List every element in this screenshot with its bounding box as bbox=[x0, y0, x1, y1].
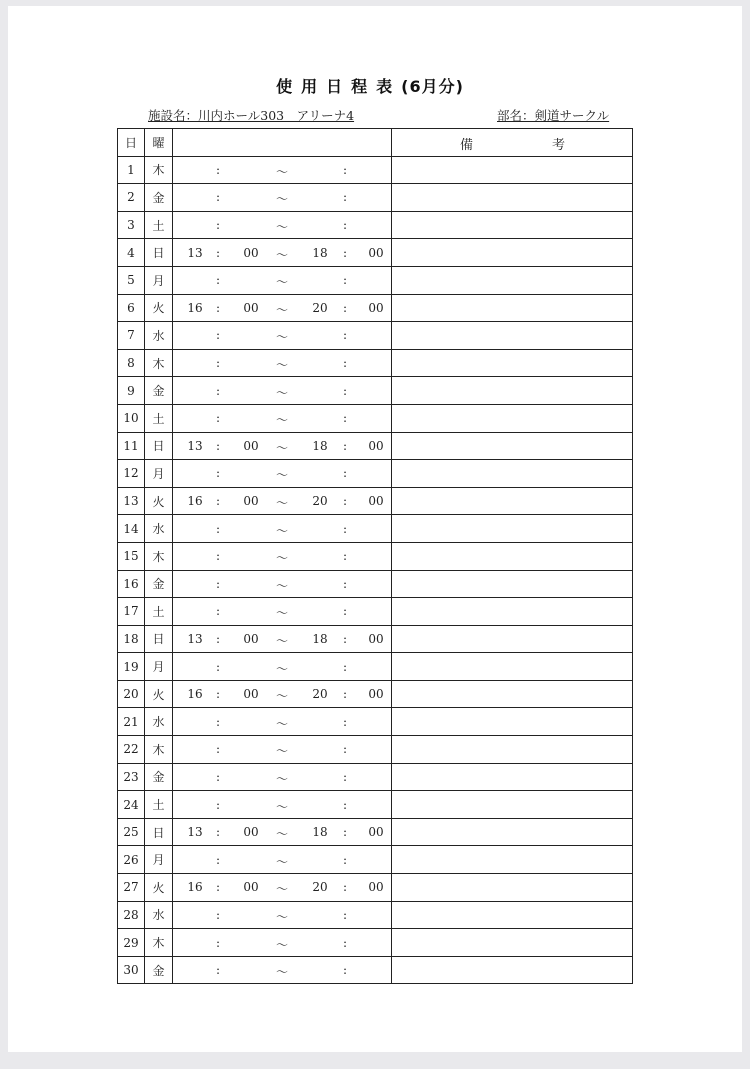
end-colon: : bbox=[343, 659, 348, 674]
day-number: 16 bbox=[118, 570, 145, 598]
end-minute: 00 bbox=[368, 438, 384, 453]
start-hour: 16 bbox=[187, 880, 203, 895]
weekday: 月 bbox=[145, 460, 173, 488]
weekday: 金 bbox=[145, 377, 173, 405]
weekday: 土 bbox=[145, 211, 173, 239]
table-row bbox=[118, 211, 633, 239]
notes-cell bbox=[392, 349, 633, 377]
end-colon: : bbox=[343, 880, 348, 895]
start-colon: : bbox=[216, 576, 221, 591]
start-hour: 13 bbox=[187, 825, 203, 840]
start-minute: 00 bbox=[243, 438, 259, 453]
table-row bbox=[118, 598, 633, 626]
header-notes-char-1: 備 bbox=[460, 138, 474, 154]
time-cell bbox=[173, 929, 392, 957]
end-colon: : bbox=[343, 963, 348, 978]
start-colon: : bbox=[216, 852, 221, 867]
notes-cell bbox=[392, 211, 633, 239]
day-number: 4 bbox=[118, 239, 145, 267]
end-colon: : bbox=[343, 907, 348, 922]
time-cell bbox=[173, 818, 392, 846]
end-colon: : bbox=[343, 714, 348, 729]
end-colon: : bbox=[343, 687, 348, 702]
notes-cell bbox=[392, 846, 633, 874]
table-row bbox=[118, 156, 633, 184]
weekday: 日 bbox=[145, 818, 173, 846]
day-number: 2 bbox=[118, 184, 145, 212]
table-row bbox=[118, 460, 633, 488]
end-minute: 00 bbox=[368, 825, 384, 840]
range-tilde: 〜 bbox=[276, 689, 289, 704]
end-hour: 20 bbox=[312, 494, 328, 509]
time-cell bbox=[173, 570, 392, 598]
day-number: 12 bbox=[118, 460, 145, 488]
time-cell bbox=[173, 349, 392, 377]
start-colon: : bbox=[216, 383, 221, 398]
start-colon: : bbox=[216, 356, 221, 371]
start-hour: 13 bbox=[187, 245, 203, 260]
time-cell bbox=[173, 239, 392, 267]
day-number: 29 bbox=[118, 929, 145, 957]
range-tilde: 〜 bbox=[276, 358, 289, 373]
start-colon: : bbox=[216, 300, 221, 315]
table-row bbox=[118, 432, 633, 460]
weekday: 火 bbox=[145, 874, 173, 902]
end-colon: : bbox=[343, 300, 348, 315]
weekday: 金 bbox=[145, 956, 173, 984]
start-minute: 00 bbox=[243, 494, 259, 509]
start-minute: 00 bbox=[243, 880, 259, 895]
time-cell bbox=[173, 901, 392, 929]
range-tilde: 〜 bbox=[276, 440, 289, 455]
notes-cell bbox=[392, 653, 633, 681]
range-tilde: 〜 bbox=[276, 854, 289, 869]
range-tilde: 〜 bbox=[276, 247, 289, 262]
table-row bbox=[118, 542, 633, 570]
end-minute: 00 bbox=[368, 300, 384, 315]
start-minute: 00 bbox=[243, 300, 259, 315]
end-colon: : bbox=[343, 190, 348, 205]
time-cell bbox=[173, 763, 392, 791]
table-row bbox=[118, 487, 633, 515]
day-number: 30 bbox=[118, 956, 145, 984]
day-number: 15 bbox=[118, 542, 145, 570]
table-row bbox=[118, 846, 633, 874]
start-hour: 16 bbox=[187, 300, 203, 315]
end-minute: 00 bbox=[368, 245, 384, 260]
start-colon: : bbox=[216, 549, 221, 564]
notes-cell bbox=[392, 239, 633, 267]
end-colon: : bbox=[343, 494, 348, 509]
weekday: 木 bbox=[145, 156, 173, 184]
start-colon: : bbox=[216, 714, 221, 729]
start-colon: : bbox=[216, 880, 221, 895]
notes-cell bbox=[392, 542, 633, 570]
schedule-table bbox=[117, 128, 633, 984]
time-cell bbox=[173, 736, 392, 764]
day-number: 25 bbox=[118, 818, 145, 846]
time-cell bbox=[173, 680, 392, 708]
notes-cell bbox=[392, 625, 633, 653]
table-row bbox=[118, 874, 633, 902]
time-cell bbox=[173, 625, 392, 653]
day-number: 18 bbox=[118, 625, 145, 653]
weekday: 日 bbox=[145, 432, 173, 460]
notes-cell bbox=[392, 708, 633, 736]
weekday: 木 bbox=[145, 929, 173, 957]
weekday: 木 bbox=[145, 542, 173, 570]
start-minute: 00 bbox=[243, 245, 259, 260]
start-colon: : bbox=[216, 604, 221, 619]
notes-cell bbox=[392, 266, 633, 294]
notes-cell bbox=[392, 322, 633, 350]
start-colon: : bbox=[216, 273, 221, 288]
weekday: 火 bbox=[145, 294, 173, 322]
notes-cell bbox=[392, 184, 633, 212]
notes-cell bbox=[392, 874, 633, 902]
day-number: 26 bbox=[118, 846, 145, 874]
time-cell bbox=[173, 404, 392, 432]
time-cell bbox=[173, 653, 392, 681]
table-row bbox=[118, 515, 633, 543]
start-colon: : bbox=[216, 825, 221, 840]
facility-name: 施設名：川内ホール303 アリーナ4 bbox=[148, 108, 355, 123]
day-number: 10 bbox=[118, 404, 145, 432]
header-day: 日 bbox=[118, 129, 145, 157]
start-colon: : bbox=[216, 687, 221, 702]
table-row bbox=[118, 377, 633, 405]
header-time bbox=[173, 129, 392, 157]
start-colon: : bbox=[216, 631, 221, 646]
weekday: 火 bbox=[145, 487, 173, 515]
time-cell bbox=[173, 322, 392, 350]
weekday: 金 bbox=[145, 184, 173, 212]
notes-cell bbox=[392, 929, 633, 957]
day-number: 1 bbox=[118, 156, 145, 184]
end-colon: : bbox=[343, 769, 348, 784]
range-tilde: 〜 bbox=[276, 164, 289, 179]
table-row bbox=[118, 349, 633, 377]
notes-cell bbox=[392, 294, 633, 322]
end-hour: 18 bbox=[312, 631, 328, 646]
day-number: 28 bbox=[118, 901, 145, 929]
time-cell bbox=[173, 487, 392, 515]
day-number: 27 bbox=[118, 874, 145, 902]
start-colon: : bbox=[216, 521, 221, 536]
range-tilde: 〜 bbox=[276, 633, 289, 648]
notes-cell bbox=[392, 156, 633, 184]
notes-cell bbox=[392, 432, 633, 460]
notes-cell bbox=[392, 598, 633, 626]
range-tilde: 〜 bbox=[276, 192, 289, 207]
table-row bbox=[118, 680, 633, 708]
range-tilde: 〜 bbox=[276, 661, 289, 676]
time-cell bbox=[173, 156, 392, 184]
notes-cell bbox=[392, 818, 633, 846]
end-colon: : bbox=[343, 631, 348, 646]
table-row bbox=[118, 736, 633, 764]
start-colon: : bbox=[216, 190, 221, 205]
range-tilde: 〜 bbox=[276, 385, 289, 400]
weekday: 土 bbox=[145, 791, 173, 819]
table-row bbox=[118, 239, 633, 267]
start-colon: : bbox=[216, 328, 221, 343]
weekday: 木 bbox=[145, 736, 173, 764]
start-colon: : bbox=[216, 963, 221, 978]
range-tilde: 〜 bbox=[276, 578, 289, 593]
start-minute: 00 bbox=[243, 825, 259, 840]
start-colon: : bbox=[216, 797, 221, 812]
weekday: 土 bbox=[145, 598, 173, 626]
start-colon: : bbox=[216, 218, 221, 233]
start-colon: : bbox=[216, 411, 221, 426]
table-row bbox=[118, 184, 633, 212]
day-number: 13 bbox=[118, 487, 145, 515]
day-number: 9 bbox=[118, 377, 145, 405]
time-cell bbox=[173, 211, 392, 239]
document-title bbox=[0, 74, 740, 97]
start-colon: : bbox=[216, 935, 221, 950]
range-tilde: 〜 bbox=[276, 551, 289, 566]
end-hour: 18 bbox=[312, 245, 328, 260]
end-colon: : bbox=[343, 356, 348, 371]
weekday: 月 bbox=[145, 653, 173, 681]
weekday: 水 bbox=[145, 322, 173, 350]
table-row bbox=[118, 818, 633, 846]
end-colon: : bbox=[343, 411, 348, 426]
day-number: 5 bbox=[118, 266, 145, 294]
time-cell bbox=[173, 377, 392, 405]
notes-cell bbox=[392, 680, 633, 708]
start-colon: : bbox=[216, 659, 221, 674]
title-month: (6月分) bbox=[401, 77, 464, 96]
table-row bbox=[118, 708, 633, 736]
time-cell bbox=[173, 542, 392, 570]
table-row bbox=[118, 294, 633, 322]
range-tilde: 〜 bbox=[276, 909, 289, 924]
notes-cell bbox=[392, 763, 633, 791]
end-colon: : bbox=[343, 825, 348, 840]
table-row bbox=[118, 322, 633, 350]
notes-cell bbox=[392, 791, 633, 819]
end-colon: : bbox=[343, 576, 348, 591]
weekday: 水 bbox=[145, 515, 173, 543]
range-tilde: 〜 bbox=[276, 523, 289, 538]
weekday: 金 bbox=[145, 570, 173, 598]
day-number: 21 bbox=[118, 708, 145, 736]
time-cell bbox=[173, 598, 392, 626]
range-tilde: 〜 bbox=[276, 220, 289, 235]
range-tilde: 〜 bbox=[276, 744, 289, 759]
header-notes-char-2: 考 bbox=[552, 138, 566, 154]
end-minute: 00 bbox=[368, 880, 384, 895]
start-colon: : bbox=[216, 466, 221, 481]
end-colon: : bbox=[343, 742, 348, 757]
end-hour: 20 bbox=[312, 300, 328, 315]
end-colon: : bbox=[343, 438, 348, 453]
weekday: 月 bbox=[145, 846, 173, 874]
end-hour: 20 bbox=[312, 687, 328, 702]
notes-cell bbox=[392, 404, 633, 432]
end-colon: : bbox=[343, 549, 348, 564]
day-number: 17 bbox=[118, 598, 145, 626]
range-tilde: 〜 bbox=[276, 827, 289, 842]
notes-cell bbox=[392, 736, 633, 764]
end-colon: : bbox=[343, 935, 348, 950]
day-number: 23 bbox=[118, 763, 145, 791]
start-colon: : bbox=[216, 907, 221, 922]
range-tilde: 〜 bbox=[276, 716, 289, 731]
weekday: 火 bbox=[145, 680, 173, 708]
range-tilde: 〜 bbox=[276, 468, 289, 483]
day-number: 19 bbox=[118, 653, 145, 681]
start-colon: : bbox=[216, 742, 221, 757]
start-minute: 00 bbox=[243, 631, 259, 646]
day-number: 6 bbox=[118, 294, 145, 322]
time-cell bbox=[173, 874, 392, 902]
start-colon: : bbox=[216, 494, 221, 509]
table-row bbox=[118, 763, 633, 791]
table-row bbox=[118, 929, 633, 957]
table-row bbox=[118, 956, 633, 984]
start-colon: : bbox=[216, 769, 221, 784]
table-row bbox=[118, 791, 633, 819]
notes-cell bbox=[392, 460, 633, 488]
day-number: 14 bbox=[118, 515, 145, 543]
end-colon: : bbox=[343, 218, 348, 233]
time-cell bbox=[173, 956, 392, 984]
day-number: 20 bbox=[118, 680, 145, 708]
time-cell bbox=[173, 791, 392, 819]
end-colon: : bbox=[343, 328, 348, 343]
notes-cell bbox=[392, 377, 633, 405]
start-minute: 00 bbox=[243, 687, 259, 702]
table-header-row bbox=[118, 129, 633, 157]
notes-cell bbox=[392, 570, 633, 598]
end-minute: 00 bbox=[368, 494, 384, 509]
notes-cell bbox=[392, 956, 633, 984]
range-tilde: 〜 bbox=[276, 275, 289, 290]
end-colon: : bbox=[343, 162, 348, 177]
range-tilde: 〜 bbox=[276, 496, 289, 511]
range-tilde: 〜 bbox=[276, 330, 289, 345]
notes-cell bbox=[392, 515, 633, 543]
end-colon: : bbox=[343, 604, 348, 619]
start-hour: 13 bbox=[187, 438, 203, 453]
title-main: 使用日程表 bbox=[276, 77, 402, 96]
table-row bbox=[118, 625, 633, 653]
range-tilde: 〜 bbox=[276, 799, 289, 814]
end-colon: : bbox=[343, 797, 348, 812]
day-number: 11 bbox=[118, 432, 145, 460]
weekday: 水 bbox=[145, 708, 173, 736]
end-colon: : bbox=[343, 852, 348, 867]
range-tilde: 〜 bbox=[276, 771, 289, 786]
notes-cell bbox=[392, 901, 633, 929]
end-colon: : bbox=[343, 466, 348, 481]
end-colon: : bbox=[343, 245, 348, 260]
table-row bbox=[118, 266, 633, 294]
table-row bbox=[118, 901, 633, 929]
weekday: 月 bbox=[145, 266, 173, 294]
time-cell bbox=[173, 515, 392, 543]
day-number: 22 bbox=[118, 736, 145, 764]
time-cell bbox=[173, 846, 392, 874]
weekday: 木 bbox=[145, 349, 173, 377]
weekday: 日 bbox=[145, 239, 173, 267]
end-hour: 18 bbox=[312, 438, 328, 453]
weekday: 水 bbox=[145, 901, 173, 929]
start-hour: 16 bbox=[187, 687, 203, 702]
end-colon: : bbox=[343, 521, 348, 536]
weekday: 土 bbox=[145, 404, 173, 432]
time-cell bbox=[173, 460, 392, 488]
table-row bbox=[118, 570, 633, 598]
end-colon: : bbox=[343, 383, 348, 398]
end-hour: 20 bbox=[312, 880, 328, 895]
day-number: 3 bbox=[118, 211, 145, 239]
weekday: 金 bbox=[145, 763, 173, 791]
end-minute: 00 bbox=[368, 631, 384, 646]
header-weekday: 曜 bbox=[145, 129, 173, 157]
start-colon: : bbox=[216, 245, 221, 260]
time-cell bbox=[173, 266, 392, 294]
range-tilde: 〜 bbox=[276, 965, 289, 980]
header-notes bbox=[392, 129, 633, 157]
time-cell bbox=[173, 432, 392, 460]
end-colon: : bbox=[343, 273, 348, 288]
notes-cell bbox=[392, 487, 633, 515]
range-tilde: 〜 bbox=[276, 413, 289, 428]
start-colon: : bbox=[216, 162, 221, 177]
time-cell bbox=[173, 294, 392, 322]
range-tilde: 〜 bbox=[276, 882, 289, 897]
start-hour: 16 bbox=[187, 494, 203, 509]
time-cell bbox=[173, 184, 392, 212]
day-number: 8 bbox=[118, 349, 145, 377]
start-hour: 13 bbox=[187, 631, 203, 646]
weekday: 日 bbox=[145, 625, 173, 653]
department-name: 部名：剣道サークル bbox=[497, 108, 610, 123]
day-number: 7 bbox=[118, 322, 145, 350]
end-minute: 00 bbox=[368, 687, 384, 702]
table-row bbox=[118, 653, 633, 681]
range-tilde: 〜 bbox=[276, 302, 289, 317]
range-tilde: 〜 bbox=[276, 937, 289, 952]
table-row bbox=[118, 404, 633, 432]
day-number: 24 bbox=[118, 791, 145, 819]
range-tilde: 〜 bbox=[276, 606, 289, 621]
start-colon: : bbox=[216, 438, 221, 453]
end-hour: 18 bbox=[312, 825, 328, 840]
time-cell bbox=[173, 708, 392, 736]
